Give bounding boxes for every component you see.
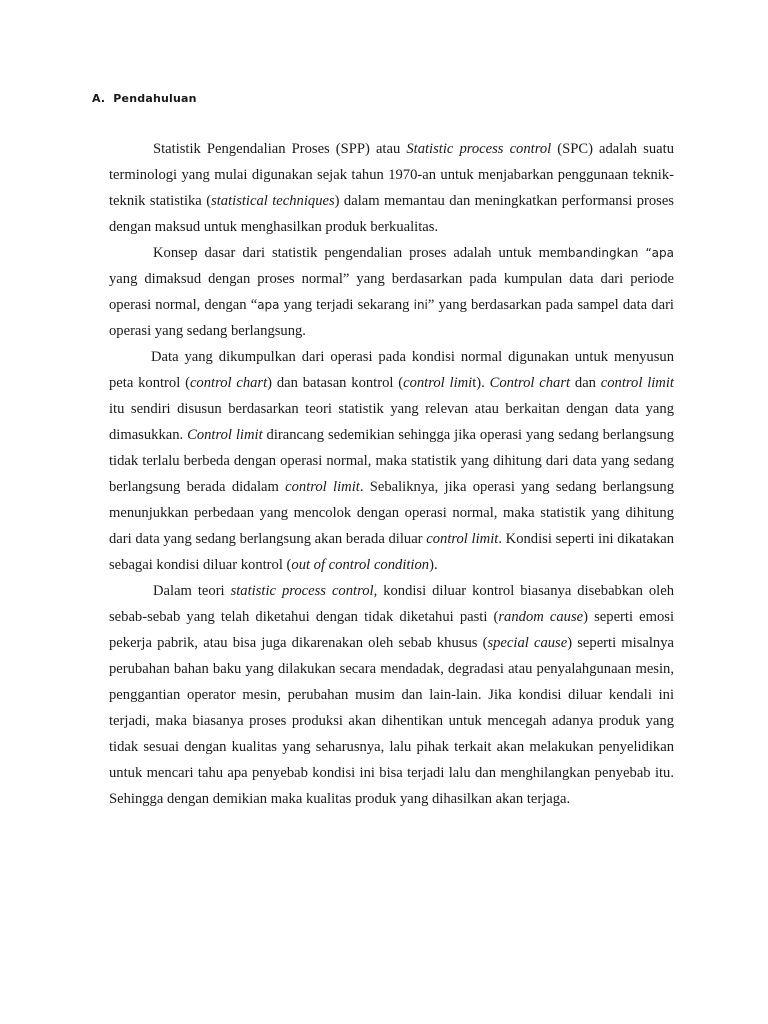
italic-term: Statistic process control (406, 141, 552, 157)
text-run: dan (570, 375, 601, 391)
document-body (109, 136, 674, 812)
italic-term: out of control condition (291, 557, 430, 573)
italic-term: statistical techniques (211, 193, 335, 209)
italic-term: special cause (487, 635, 568, 651)
text-run: ) seperti emosi pekerja pabrik, atau bisa juga dikarenakan oleh sebab khusus ( (109, 609, 675, 651)
italic-term: control limi (403, 375, 473, 391)
section-number: A. (92, 92, 106, 105)
paragraph-3 (109, 344, 674, 578)
text-run: ) dalam memantau dan meningkatkan performansi proses dengan maksud untuk menghasilkan produk berkualitas. (109, 193, 674, 235)
text-run: Data yang dikumpulkan dari operasi pada kondisi normal digunakan untuk menyusun peta kontrol ( (109, 349, 674, 391)
text-run: itu sendiri disusun berdasarkan teori statistik yang relevan atau berkaitan dengan data yang dimasukkan. (109, 401, 674, 443)
sans-text-run: bandingkan “apa (567, 246, 674, 260)
sans-text-run: ini (413, 298, 428, 312)
text-run: Dalam teori (153, 583, 231, 599)
text-run: ) seperti misalnya perubahan bahan baku yang dilakukan secara mendadak, degradasi atau penyalahgunaan mesin, penggantian operator mesin, perubahan musim dan lain-lain. Jika kondisi diluar kendali ini terjadi, maka biasanya proses produksi akan dihentikan untuk mencegah adanya produk yang tidak sesuai dengan kualitas yang seharusnya, lalu pihak terkait akan melakukan penyelidikan untuk mencari tahu apa penyebab kondisi ini bisa terjadi lalu dan menghilangkan penyebab itu. Sehingga dengan demikian maka kualitas produk yang dihasilkan akan terjaga. (109, 635, 675, 807)
section-heading (92, 92, 197, 105)
text-run: yang dimaksud dengan proses normal” yang berdasarkan pada kumpulan data dari periode operasi normal, dengan “ (109, 271, 674, 313)
sans-text-run: apa (257, 298, 280, 312)
italic-term: statistic process control (230, 583, 374, 599)
italic-term: control chart (189, 375, 268, 391)
text-run: . Sebaliknya, jika operasi yang sedang berlangsung menunjukkan perbedaan yang mencolok dengan operasi normal, maka statistik yang dihitung dari data yang sedang berlangsung akan berada diluar (109, 479, 675, 547)
italic-term: control limit (426, 531, 499, 547)
italic-term: Control chart (489, 375, 571, 391)
text-run: yang terjadi sekarang (279, 297, 414, 313)
paragraph-1 (109, 136, 674, 240)
section-title: Pendahuluan (113, 92, 197, 105)
text-run: , kondisi diluar kontrol biasanya disebabkan oleh sebab-sebab yang telah diketahui dengan tidak diketahui pasti ( (109, 583, 674, 625)
italic-term: Control limit (187, 427, 263, 443)
text-run: . Kondisi seperti ini dikatakan sebagai kondisi diluar kontrol ( (109, 531, 675, 573)
text-run: (SPC) adalah suatu terminologi yang mulai digunakan sejak tahun 1970-an untuk menjabarkan penggunaan teknik-teknik statistika ( (109, 141, 674, 209)
italic-term: control limit (600, 375, 674, 391)
text-run: ). (429, 557, 438, 573)
text-run: ” yang berdasarkan pada sampel data dari operasi yang sedang berlangsung. (109, 297, 674, 339)
paragraph-4 (109, 578, 674, 812)
text-run: Konsep dasar dari statistik pengendalian proses adalah untuk mem (153, 245, 568, 261)
paragraph-2 (109, 240, 674, 344)
text-run: Statistik Pengendalian Proses (SPP) atau (153, 141, 407, 157)
text-run: t). (472, 375, 490, 391)
text-run: ) dan batasan kontrol ( (267, 375, 404, 391)
italic-term: random cause (498, 609, 584, 625)
italic-term: control limit (285, 479, 360, 495)
text-run: dirancang sedemikian sehingga jika operasi yang sedang berlangsung tidak terlalu berbeda dengan operasi normal, maka statistik yang dihitung dari data yang sedang berlangsung berada didalam (109, 427, 675, 495)
